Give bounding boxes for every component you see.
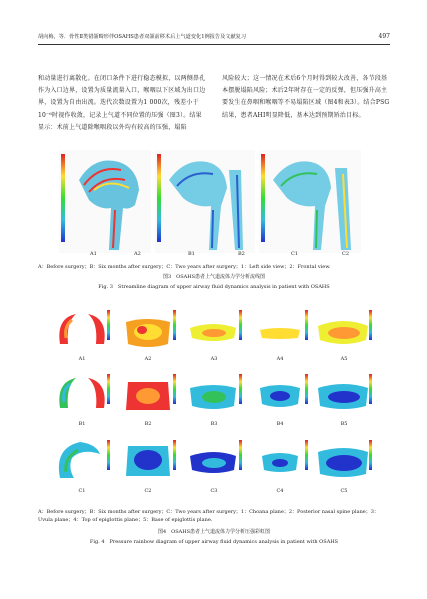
fig4-cell-b2 <box>118 372 178 418</box>
body-text-right: 风险较大；这一情况在术后6个月时得到较大改善，各节段基本摆脱塌陷风险；术后2年时存在一定的反弹，但压强升高主要发生在鼻咽和喉咽等不易塌陷区域（图4和表3）。结合PSG结果，患者AHI明显降低，基本达到预期矫治目标。 <box>222 75 390 119</box>
fig3-label-c1: C1 <box>291 251 299 257</box>
fig4-cell-c1 <box>52 438 112 484</box>
fig3-colorbar <box>157 154 161 242</box>
running-header <box>38 33 390 40</box>
fig4-caption-cn: 图4 OSAHS患者上气道流体力学分析压强彩虹图 <box>157 529 271 535</box>
figure-4-image <box>52 308 372 503</box>
fig4-cell-a1 <box>52 308 112 354</box>
fig3-panel-a <box>59 150 151 253</box>
fig4-label-b3: B3 <box>210 421 218 427</box>
fig4-label-c1: C1 <box>78 488 86 494</box>
fig4-label-a3: A3 <box>210 356 218 362</box>
fig4-cell-b3 <box>184 372 244 418</box>
fig3-panel-b <box>155 150 255 253</box>
fig3-label-b1: B1 <box>188 251 195 257</box>
body-text-left: 和动量进行离散化。在闭口条件下进行稳态模拟，以两侧鼻孔作为入口边界，设置为质量流量入口，喉咽以下区域为出口边界，设置为自由出流。迭代次数设置为1 000次，残差小于10⁻⁶时视作收敛，记录上气道不同位置的压强（图3）。结果显示：术前上气道除喉咽段以外均有较高的压强，塌陷 <box>38 75 206 131</box>
fig4-cell-b4 <box>250 372 310 418</box>
fig4-label-c2: C2 <box>144 488 152 494</box>
fig4-cell-c4 <box>250 438 310 484</box>
fig3-caption-cn: 图3 OSAHS患者上气道流体力学分析流线图 <box>162 274 266 280</box>
fig4-note: A：Before surgery；B：Six months after surgery；C：Two years after surgery；1：Choana plane；2：Posterior nasal spine plane；3：Uvula plane；4：Top of epiglottis plane；5：Base of epiglottis plane. <box>38 509 379 523</box>
figure-3-image <box>59 150 361 253</box>
fig4-cell-a2 <box>118 308 178 354</box>
fig3-label-a2: A2 <box>134 251 141 257</box>
fig4-label-c5: C5 <box>340 488 348 494</box>
fig3-note: A：Before surgery；B：Six months after surgery；C：Two years after surgery；1：Left side view；2：Frontal view. <box>38 264 331 270</box>
fig4-label-a2: A2 <box>144 356 152 362</box>
fig4-cell-a3 <box>184 308 244 354</box>
fig3-caption-en: Fig. 3 Streamline diagram of upper airway fluid dynamics analysis in patient with OSAHS <box>98 284 330 290</box>
fig3-streamline-a <box>59 150 151 253</box>
fig4-cell-c2 <box>118 438 178 484</box>
fig3-label-b2: B2 <box>238 251 245 257</box>
fig4-cell-a4 <box>250 308 310 354</box>
page-number: 497 <box>378 33 390 40</box>
running-title: 胡向梅，等．骨性Ⅱ类错颌畸形伴OSAHS患者双颌前移术后上气道变化1例报告及文献复习 <box>38 34 247 40</box>
fig4-label-b2: B2 <box>144 421 152 427</box>
fig3-colorbar <box>261 154 265 242</box>
fig4-label-c4: C4 <box>276 488 284 494</box>
fig4-cell-b5 <box>314 372 374 418</box>
fig4-label-b4: B4 <box>276 421 284 427</box>
fig3-label-a1: A1 <box>90 251 97 257</box>
header-rule <box>38 44 390 45</box>
fig4-cell-c5 <box>314 438 374 484</box>
fig3-panel-c <box>259 150 361 253</box>
fig4-label-a4: A4 <box>276 356 284 362</box>
fig4-label-c3: C3 <box>210 488 218 494</box>
fig4-label-b5: B5 <box>340 421 348 427</box>
fig4-cell-c3 <box>184 438 244 484</box>
fig3-streamline-b <box>155 150 255 253</box>
fig3-label-c2: C2 <box>342 251 350 257</box>
fig4-label-a5: A5 <box>340 356 348 362</box>
fig4-cell-a5 <box>314 308 374 354</box>
fig3-streamline-c <box>259 150 361 253</box>
fig4-cell-b1 <box>52 372 112 418</box>
fig3-colorbar <box>61 154 65 242</box>
fig4-label-b1: B1 <box>78 421 86 427</box>
fig4-label-a1: A1 <box>78 356 86 362</box>
fig4-caption-en: Fig. 4 Pressure rainbow diagram of upper airway fluid dynamics analysis in patient with OSAHS <box>89 539 339 545</box>
